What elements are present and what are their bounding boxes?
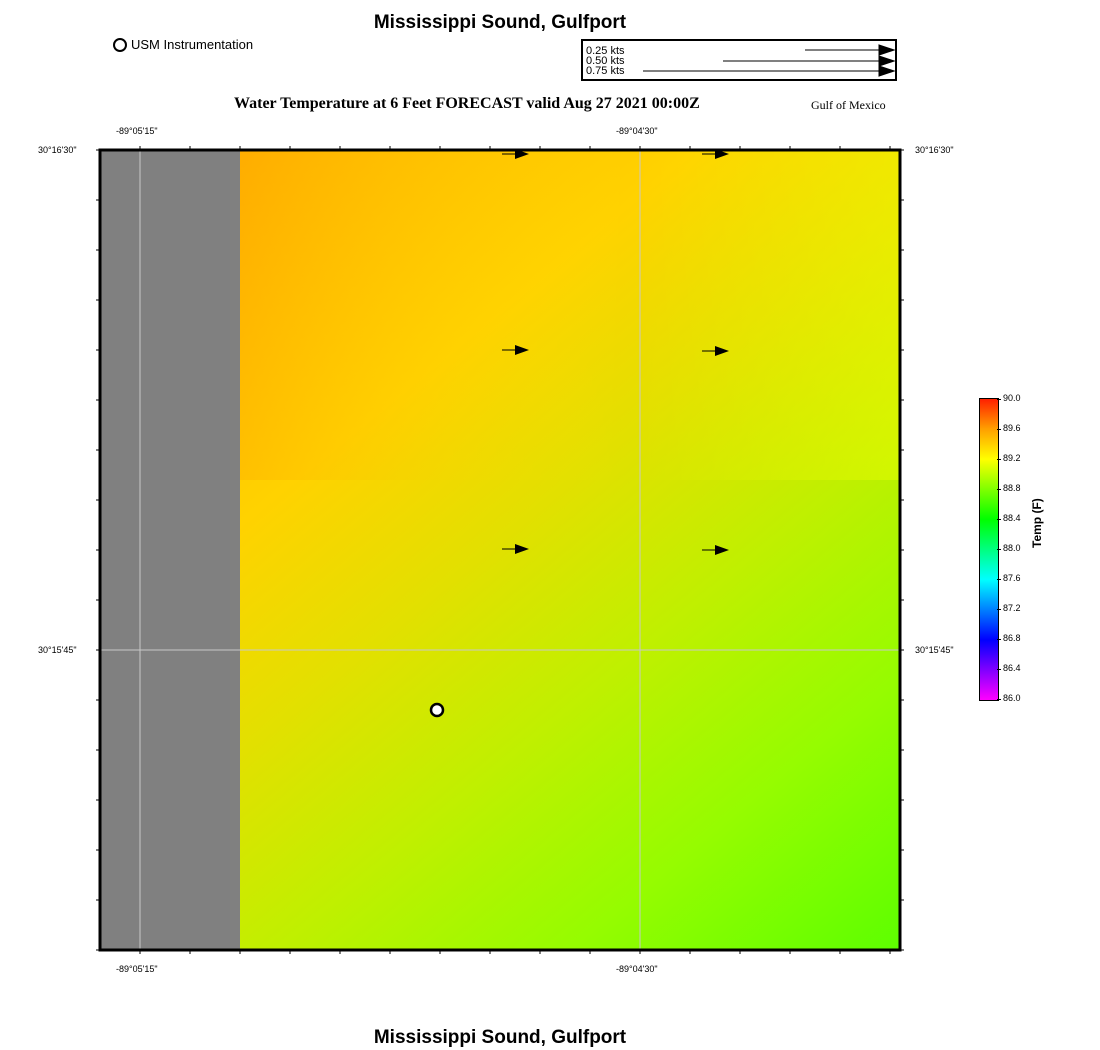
land-area [100, 150, 240, 950]
colorbar-tick-mark [997, 669, 1001, 670]
colorbar-tick-mark [997, 519, 1001, 520]
colorbar-tick-label: 86.4 [1003, 663, 1021, 673]
colorbar-tick-mark [997, 609, 1001, 610]
colorbar-tick-mark [997, 579, 1001, 580]
speed-label-075: 0.75 kts [586, 65, 625, 77]
colorbar-tick-label: 86.0 [1003, 693, 1021, 703]
temperature-field-tint [240, 150, 900, 480]
region-label: Gulf of Mexico [811, 98, 886, 112]
colorbar-tick-mark [997, 489, 1001, 490]
colorbar-tick-mark [997, 459, 1001, 460]
lon-label-bottom-2: -89°04'30" [616, 964, 658, 974]
colorbar-tick-mark [997, 399, 1001, 400]
speed-label-050: 0.50 kts [586, 55, 625, 67]
speed-label-025: 0.25 kts [586, 45, 625, 57]
colorbar-tick-label: 89.2 [1003, 453, 1021, 463]
usm-station-marker-icon [431, 704, 443, 716]
colorbar-tick-mark [997, 549, 1001, 550]
lat-label-right-1: 30°16'30" [915, 145, 954, 155]
lat-label-left-1: 30°16'30" [38, 145, 77, 155]
lon-label-top-1: -89°05'15" [116, 126, 158, 136]
colorbar-tick-mark [997, 699, 1001, 700]
colorbar-tick-label: 90.0 [1003, 393, 1021, 403]
colorbar-tick-label: 88.0 [1003, 543, 1021, 553]
lon-label-bottom-1: -89°05'15" [116, 964, 158, 974]
colorbar-tick-mark [997, 639, 1001, 640]
colorbar-title: Temp (F) [1030, 498, 1044, 548]
page-title: Mississippi Sound, Gulfport [373, 12, 627, 33]
colorbar-tick-label: 87.2 [1003, 603, 1021, 613]
colorbar-tick-label: 87.6 [1003, 573, 1021, 583]
colorbar-tick-label: 88.8 [1003, 483, 1021, 493]
colorbar-tick-label: 89.6 [1003, 423, 1021, 433]
lon-label-top-2: -89°04'30" [616, 126, 658, 136]
lat-label-left-2: 30°15'45" [38, 645, 77, 655]
footer-title: Mississippi Sound, Gulfport [373, 1027, 627, 1048]
lat-label-right-2: 30°15'45" [915, 645, 954, 655]
colorbar-tick-mark [997, 429, 1001, 430]
temperature-colorbar [979, 398, 999, 701]
forecast-title: Water Temperature at 6 Feet FORECAST valid Aug 27 2021 00:00Z [234, 95, 700, 112]
station-legend-label: USM Instrumentation [131, 37, 254, 52]
colorbar-tick-label: 88.4 [1003, 513, 1021, 523]
colorbar-tick-label: 86.8 [1003, 633, 1021, 643]
